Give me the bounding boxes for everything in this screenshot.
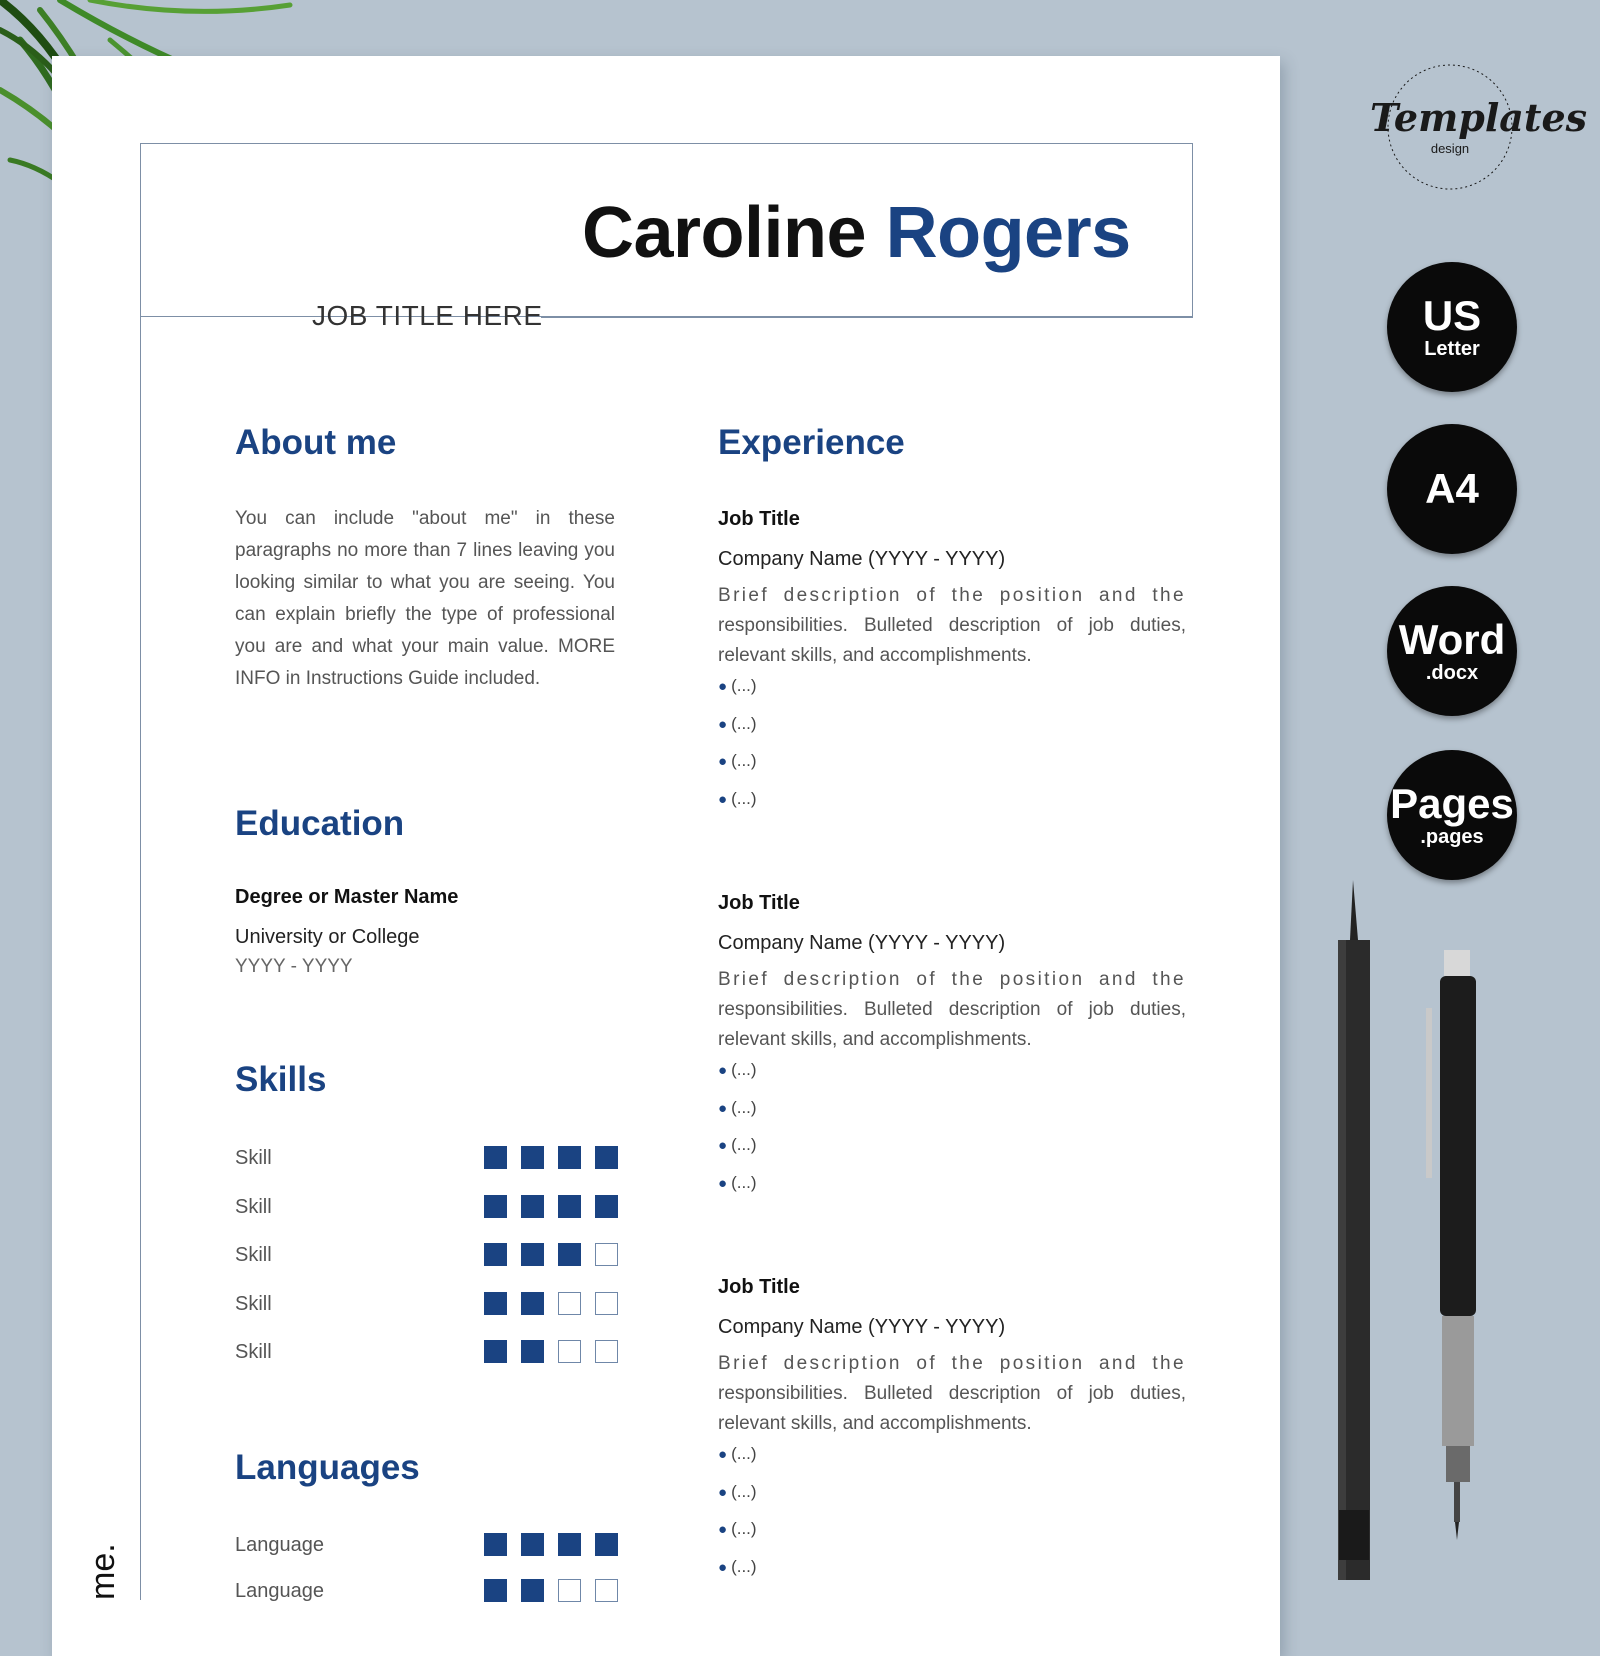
left-frame-line [140, 143, 141, 1600]
badge-sub: .docx [1425, 662, 1479, 684]
level-box-filled [595, 1195, 618, 1218]
badge-a4 [1387, 424, 1517, 554]
education-degree: Degree or Master Name [235, 886, 459, 908]
level-box-filled [484, 1146, 507, 1169]
job-bullets [718, 1060, 757, 1210]
level-box-filled [558, 1533, 581, 1556]
level-box-filled [484, 1243, 507, 1266]
skill-label: Skill [235, 1292, 272, 1315]
skills-heading: Skills [235, 1060, 327, 1099]
job-description-line1: Brief description of the position and the [718, 1353, 1186, 1374]
level-box-empty [558, 1579, 581, 1602]
badge-pages [1387, 750, 1517, 880]
side-text: me. [84, 1543, 122, 1600]
badge-word [1387, 586, 1517, 716]
job-bullet: ● (...) [718, 788, 757, 808]
level-box-filled [521, 1579, 544, 1602]
job-description-rest: responsibilities. Bulleted description of job duties, relevant skills, and accomplishments. [718, 999, 1186, 1050]
education-school: University or College [235, 926, 420, 948]
job-title-label: Job Title [718, 892, 800, 914]
mechanical-pencil-icon [1426, 950, 1476, 1540]
candidate-name [582, 192, 1131, 274]
level-box-filled [484, 1579, 507, 1602]
skill-row [235, 1146, 625, 1172]
job-bullet: ● (...) [718, 1097, 757, 1117]
job-bullet: ● (...) [718, 1556, 757, 1576]
language-level [484, 1579, 618, 1602]
level-box-filled [558, 1195, 581, 1218]
level-box-filled [521, 1533, 544, 1556]
level-box-filled [558, 1243, 581, 1266]
level-box-empty [558, 1292, 581, 1315]
level-box-filled [484, 1340, 507, 1363]
badge-main: US [1422, 292, 1482, 339]
job-title-divider [541, 317, 1193, 318]
skill-label: Skill [235, 1341, 272, 1363]
level-box-filled [595, 1533, 618, 1556]
language-row [235, 1533, 625, 1559]
pencils-decoration [1320, 880, 1520, 1600]
job-description [718, 965, 1186, 1055]
about-heading: About me [235, 423, 397, 462]
skill-label: Skill [235, 1195, 272, 1218]
job-company: Company Name (YYYY - YYYY) [718, 1316, 1006, 1338]
level-box-empty [595, 1243, 618, 1266]
level-box-filled [595, 1146, 618, 1169]
pencil-icon [1338, 880, 1370, 1580]
level-box-filled [521, 1292, 544, 1315]
job-title-label: Job Title [718, 508, 800, 530]
languages-heading: Languages [235, 1448, 420, 1487]
level-box-filled [521, 1340, 544, 1363]
level-box-filled [484, 1533, 507, 1556]
skill-level [484, 1195, 618, 1218]
level-box-filled [521, 1195, 544, 1218]
job-description-rest: responsibilities. Bulleted description of job duties, relevant skills, and accomplishments. [718, 1383, 1186, 1434]
level-box-filled [484, 1292, 507, 1315]
job-title-label: Job Title [718, 1276, 800, 1298]
badge-main: A4 [1425, 465, 1479, 512]
job-bullet: ● (...) [718, 1135, 757, 1154]
skill-level [484, 1146, 618, 1169]
badge-main: Word [1398, 616, 1506, 663]
skill-label: Skill [235, 1244, 272, 1266]
job-bullet: ● (...) [718, 1060, 757, 1079]
level-box-filled [484, 1195, 507, 1218]
skill-row [235, 1340, 625, 1366]
language-label: Language [235, 1580, 324, 1602]
job-description [718, 1349, 1186, 1439]
badge-sub: .pages [1420, 826, 1484, 848]
level-box-empty [595, 1340, 618, 1363]
job-bullets [718, 1444, 757, 1594]
job-bullet: ● (...) [718, 1444, 757, 1463]
job-company: Company Name (YYYY - YYYY) [718, 932, 1006, 954]
job-bullet: ● (...) [718, 1519, 757, 1538]
experience-heading: Experience [718, 423, 905, 462]
job-company: Company Name (YYYY - YYYY) [718, 548, 1006, 570]
skill-level [484, 1340, 618, 1363]
skill-level [484, 1292, 618, 1315]
job-bullets [718, 676, 757, 826]
job-description-line1: Brief description of the position and the [718, 969, 1186, 990]
level-box-empty [595, 1292, 618, 1315]
logo-word: Templates [1370, 95, 1588, 140]
job-title: JOB TITLE HERE [312, 300, 543, 331]
language-row [235, 1579, 625, 1605]
level-box-empty [558, 1340, 581, 1363]
language-level [484, 1533, 618, 1556]
job-description-line1: Brief description of the position and the [718, 585, 1186, 606]
education-heading: Education [235, 804, 405, 843]
skill-level [484, 1243, 618, 1266]
skill-row [235, 1243, 625, 1269]
logo-sub: design [1430, 141, 1470, 156]
language-label: Language [235, 1534, 324, 1556]
job-bullet: ● (...) [718, 1481, 757, 1501]
job-bullet: ● (...) [718, 1172, 757, 1192]
level-box-filled [558, 1146, 581, 1169]
badge-main: Pages [1390, 780, 1514, 827]
skill-label: Skill [235, 1147, 272, 1169]
education-years: YYYY - YYYY [235, 956, 353, 977]
job-bullet: ● (...) [718, 751, 757, 770]
job-description-rest: responsibilities. Bulleted description of job duties, relevant skills, and accomplishments. [718, 615, 1186, 666]
level-box-filled [521, 1146, 544, 1169]
job-bullet: ● (...) [718, 713, 757, 733]
templates-logo-icon [1360, 55, 1588, 200]
job-bullet: ● (...) [718, 676, 757, 695]
last-name: Rogers [885, 193, 1131, 273]
badge-sub: Letter [1424, 338, 1480, 360]
badge-us-letter [1387, 262, 1517, 392]
job-description [718, 581, 1186, 671]
level-box-filled [521, 1243, 544, 1266]
first-name: Caroline [582, 193, 867, 273]
skill-row [235, 1195, 625, 1221]
about-text: You can include "about me" in these paragraphs no more than 7 lines leaving you looking similar to what you are seeing. You can explain briefly the type of professional you are and what your main value. MORE INFO in Instructions Guide included. [235, 508, 615, 689]
skill-row [235, 1292, 625, 1318]
level-box-empty [595, 1579, 618, 1602]
